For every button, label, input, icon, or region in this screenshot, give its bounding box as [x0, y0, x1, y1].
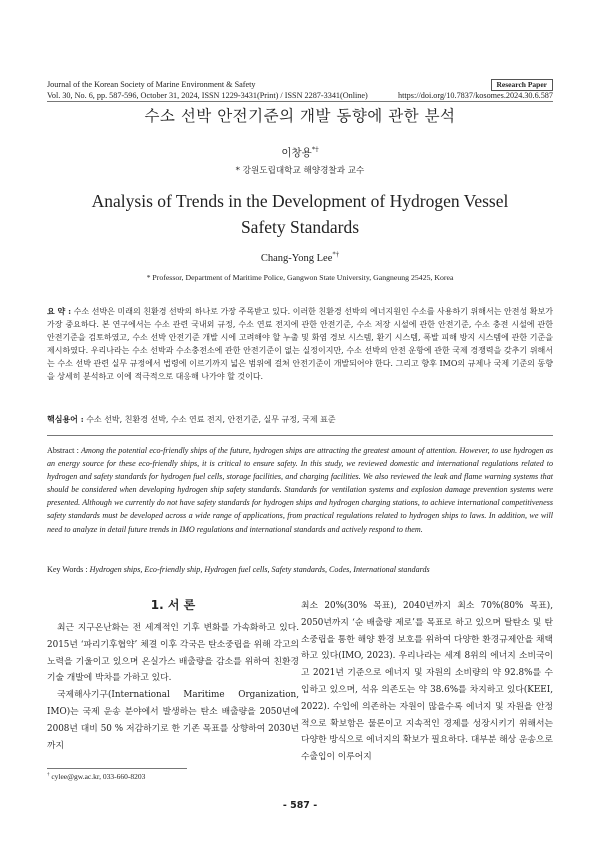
author-mark-en: *†	[332, 251, 340, 259]
research-paper-badge: Research Paper	[491, 79, 553, 91]
author-mark: *†	[311, 145, 319, 154]
journal-info	[47, 80, 368, 101]
footnote-rule	[47, 768, 187, 769]
header-rule	[47, 101, 553, 102]
english-abstract: Abstract : Among the potential eco-friendly ships of the future, hydrogen ships are attracting the greatest amount of attention. However, to use hydrogen as an energy source for these eco-friendly ships, it is critical to ensure safety. In this study, we reviewed domestic and international regulations related to hydrogen and safety standards for hydrogen fuel cells, storage facilities, and charging facilities. We also reviewed the leak and flame warning systems that should be considered when developing hydrogen ship safety standards. Standards for ventilation systems and explosion damage prevention systems were presented. Although we currently do not have safety standards for hydrogen ships and hydrogen charging stations, to achieve international competitiveness safety standards must be developed across a wide range of applications, from practical regulations related to hydrogen ships to laws. In addition, we will need to analyze in detail future trends in IMO regulations and international standards and actively respond to them.	[47, 446, 553, 534]
corresponding-email: cylee@gw.ac.kr, 033-660-8203	[51, 772, 146, 781]
footnote: † cylee@gw.ac.kr, 033-660-8203	[47, 772, 146, 781]
journal-name: Journal of the Korean Society of Marine Environment & Safety	[47, 80, 256, 89]
keywords-en-label: Key Words :	[47, 565, 88, 574]
abstract-en-label: Abstract :	[47, 446, 79, 455]
doi-link[interactable]: https://doi.org/10.7837/kosomes.2024.30.6.587	[398, 91, 553, 100]
english-author: Chang-Yong Lee*†	[260, 251, 340, 264]
english-affiliation: * Professor, Department of Maritime Police, Gangwon State University, Gangneung 25425, Korea	[146, 273, 454, 282]
keywords-ko-label: 핵심용어 :	[47, 414, 84, 424]
korean-affiliation: * 강원도립대학교 해양경찰과 교수	[235, 166, 365, 176]
paragraph: 최소 20%(30% 목표), 2040년까지 최소 70%(80% 목표), 2050년까지 ‘순 배출량 제로’를 목표로 하고 있으며 탈탄소 및 탄소중립을 통한 해양 환경 보호를 위하여 다양한 환경규제안을 채택하고 있다(IMO, 2023). 우리나라는 세계 8위의 에너지 소비국이고 2021년 기준으로 에너지 및 자원의 소비량의 약 92.8%를 수입하고 있으며, 석유 의존도는 약 38.6%를 차지하고 있다(KEEI, 2022). 수입에 의존하는 자원이 많을수록 에너지 및 자원을 안정적으로 확보함은 물론이고 지속적인 경제를 성장시키기 위해서는 다양한 방식으로 에너지의 확보가 필요하다. 대부분 해상 운송으로 수출입이 이루어지	[301, 601, 553, 763]
page-number: - 587 -	[282, 800, 318, 811]
korean-title: 수소 선박 안전기준의 개발 동향에 관한 분석	[144, 107, 456, 125]
journal-volume-issn: Vol. 30, No. 6, pp. 587-596, October 31, 2024, ISSN 1229-3431(Print) / ISSN 2287-3341(Online)	[47, 90, 368, 100]
abstract-ko-label: 요 약 :	[47, 306, 72, 316]
korean-author: 이창용*†	[281, 145, 319, 159]
body-column-right	[301, 598, 553, 766]
section-heading-introduction: 1. 서 론	[150, 598, 196, 612]
english-title: Analysis of Trends in the Development of Hydrogen Vessel Safety Standards	[91, 191, 509, 237]
paragraph: 최근 지구온난화는 전 세계적인 기후 변화를 가속화하고 있다. 2015년 ‘파리기후협약’ 체결 이후 각국은 탄소중립을 위해 각고의 노력을 기울이고 있으며 온실가스 배출량을 감소를 위하여 친환경기술 개발에 박차를 가하고 있다.	[47, 623, 299, 684]
paragraph: 국제해사기구(International Maritime Organization, IMO)는 국제 운송 분야에서 발생하는 탄소 배출량을 2050년에 2008년 대비 50 % 저감하기로 한 기존 목표를 상향하여 2030년까지	[47, 690, 299, 751]
keywords-rule	[47, 435, 553, 436]
korean-keywords: 핵심용어 : 수소 선박, 친환경 선박, 수소 연료 전지, 안전기준, 실무 규정, 국제 표준	[47, 414, 336, 424]
english-keywords: Key Words : Hydrogen ships, Eco-friendly ship, Hydrogen fuel cells, Safety standards, Codes, International standards	[47, 565, 430, 574]
body-column-left	[47, 620, 299, 754]
korean-abstract: 요 약 : 수소 선박은 미래의 친환경 선박의 하나로 가장 주목받고 있다. 이러한 친환경 선박의 에너지원인 수소를 사용하기 위해서는 안전성 확보가 가장 중요하다. 본 연구에서는 수소 관련 국내외 규정, 수소 연료 전지에 관한 안전기준, 수소 저장 시설에 관한 안전기준, 수소 충전 시설에 관한 안전기준을 검토하였고, 수소 선박 안전기준 개발 시에 고려해야 할 누출 및 화염 경보 시스템, 환기 시스템, 폭발 피해 방지 시스템에 관한 기준을 제시하였다. 우리나라는 수소 선박과 수소충전소에 관한 안전기준이 없는 실정이지만, 수소 선박의 안전 운항에 관한 국제 경쟁력을 갖추기 위해서는 수소 선박 관련 실무 규정에서 법령에 이르기까지 넓은 범위에 걸쳐 안전기준이 개발되어야 한다. 그리고 향후 IMO의 규제나 국제 기준의 동향을 상세히 분석하고 이에 적극적으로 대응해 나가야 할 것이다.	[47, 306, 553, 381]
